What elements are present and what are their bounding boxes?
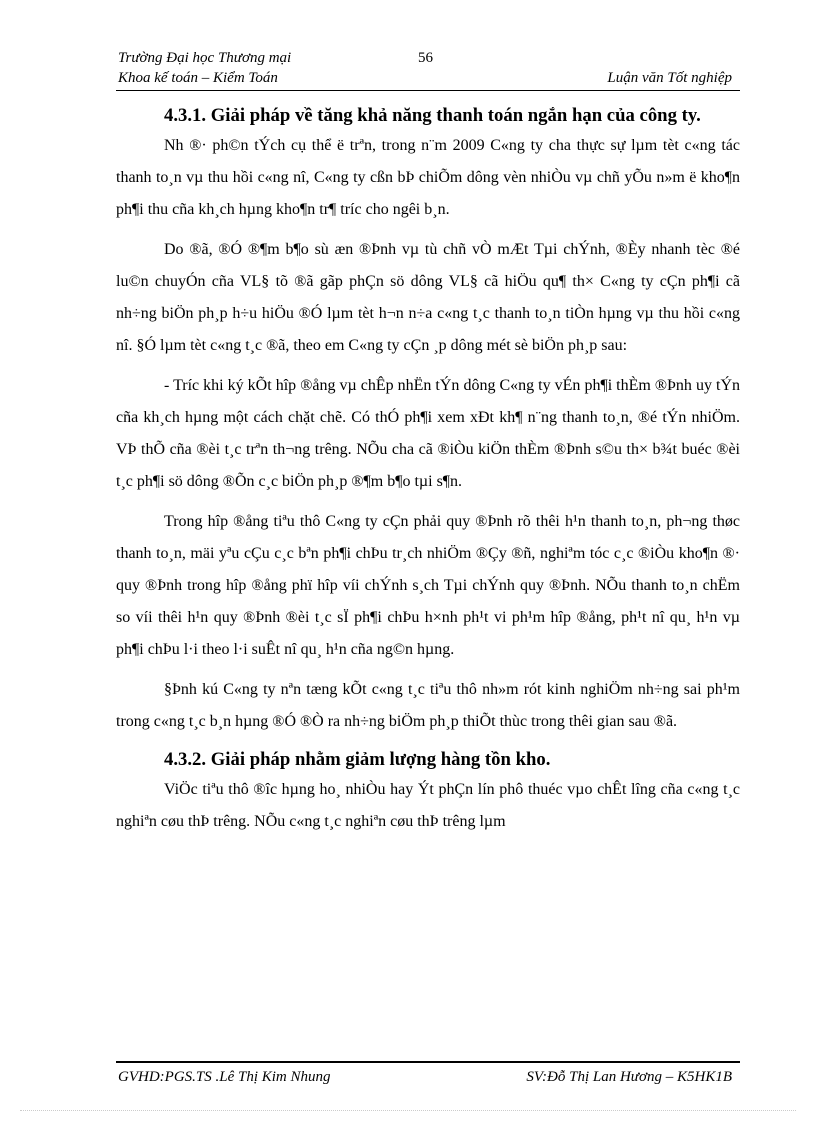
footer-advisor: GVHD:PGS.TS .Lê Thị Kim Nhung — [118, 1069, 331, 1085]
paragraph: Trong hîp ®ång tiªu thô C«ng ty cÇn phải quy ®Þnh rõ thêi h¹n thanh to¸n, ph¬ng thøc thanh to¸n, mäi yªu cÇu c¸c bªn ph¶i chÞu tr¸ch nhiÖm ®Çy ®ñ, nghiªm tóc c¸c ®iÒu kho¶n ®· quy ®Þnh trong hîp ®ång phï hîp víi chÝnh s¸ch Tµi chÝnh quy ®Þnh. NÕu thanh to¸n chËm so víi thêi h¹n quy ®Þnh ®èi t¸c sÏ ph¶i chÞu h×nh ph¹t vi ph¹m hîp ®ång, ph¹t nî qu¸ h¹n vµ ph¶i chÞu l·i theo l·i suÊt nî qu¸ h¹n cña ng©n hµng. — [116, 513, 740, 658]
paragraph: ViÖc tiªu thô ®îc hµng ho¸ nhiÒu hay Ýt phÇn lín phô thuéc vµo chÊt lîng cña c«ng t¸c nghiªn cøu thÞ trêng. NÕu c«ng t¸c nghiªn cøu thÞ trêng lµm — [116, 781, 740, 830]
page-edge-line — [20, 1110, 796, 1111]
footer-student: SV:Đỗ Thị Lan Hương – K5HK1B — [526, 1069, 732, 1085]
page-body — [116, 102, 740, 838]
paragraph: - Tríc khi ký kÕt hîp ®ång vµ chÊp nhËn tÝn dông C«ng ty vÉn ph¶i thÈm ®Þnh uy tÝn cña kh¸ch hµng một cách chặt chẽ. Có thÓ ph¶i xem xÐt kh¶ n¨ng thanh to¸n, ®é tÝn nhiÖm. VÞ thÕ cña ®èi t¸c trªn th¬ng trêng. NÕu cha cã ®iÒu kiÖn thÈm ®Þnh s©u th× b¾t buéc ®èi t¸c ph¶i sö dông ®Õn c¸c biÖn ph¸p ®¶m b¶o tµi s¶n. — [116, 377, 740, 490]
paragraph: Nh ®· ph©n tÝch cụ thể ë trªn, trong n¨m 2009 C«ng ty cha thực sự lµm tèt c«ng tác thanh to¸n vµ thu hồi c«ng nî, C«ng ty cßn bÞ chiÕm dông vèn nhiÒu vµ chñ yÕu n»m ë kho¶n ph¶i thu cña kh¸ch hµng kho¶n tr¶ tríc cho ngêi b¸n. — [116, 137, 740, 218]
header-faculty: Khoa kế toán – Kiểm Toán — [118, 70, 278, 86]
header-thesis-type: Luận văn Tốt nghiệp — [607, 70, 732, 86]
paragraph: §Þnh kú C«ng ty nªn tæng kÕt c«ng t¸c tiªu thô nh»m rót kinh nghiÖm nh÷ng sai ph¹m trong c«ng t¸c b¸n hµng ®Ó ®Ò ra nh÷ng biÖm ph¸p thiÕt thùc trong thêi gian sau ®ã. — [116, 681, 740, 730]
section-heading-4-3-2: 4.3.2. Giải pháp nhằm giảm lượng hàng tồn kho. — [164, 749, 551, 770]
header-university: Trường Đại học Thương mại — [118, 50, 292, 66]
paragraph: Do ®ã, ®Ó ®¶m b¶o sù æn ®Þnh vµ tù chñ vÒ mÆt Tµi chÝnh, ®Èy nhanh tèc ®é lu©n chuyÓn cña VL§ tõ ®ã gãp phÇn sö dông VL§ cã hiÖu qu¶ th× C«ng ty cÇn ph¶i cã nh÷ng biÖn ph¸p h÷u hiÖu ®Ó lµm tèt h¬n n÷a c«ng t¸c thanh to¸n tiÒn hµng vµ thu hồi c«ng nî. §Ó lµm tèt c«ng t¸c ®ã, theo em C«ng ty cÇn ¸p dông mét sè biÖn ph¸p sau: — [116, 241, 740, 354]
page-number: 56 — [418, 50, 433, 66]
section-heading-4-3-1: 4.3.1. Giải pháp về tăng khả năng thanh toán ngắn hạn của công ty. — [164, 105, 701, 126]
header-divider — [116, 90, 740, 91]
footer-divider — [116, 1061, 740, 1063]
